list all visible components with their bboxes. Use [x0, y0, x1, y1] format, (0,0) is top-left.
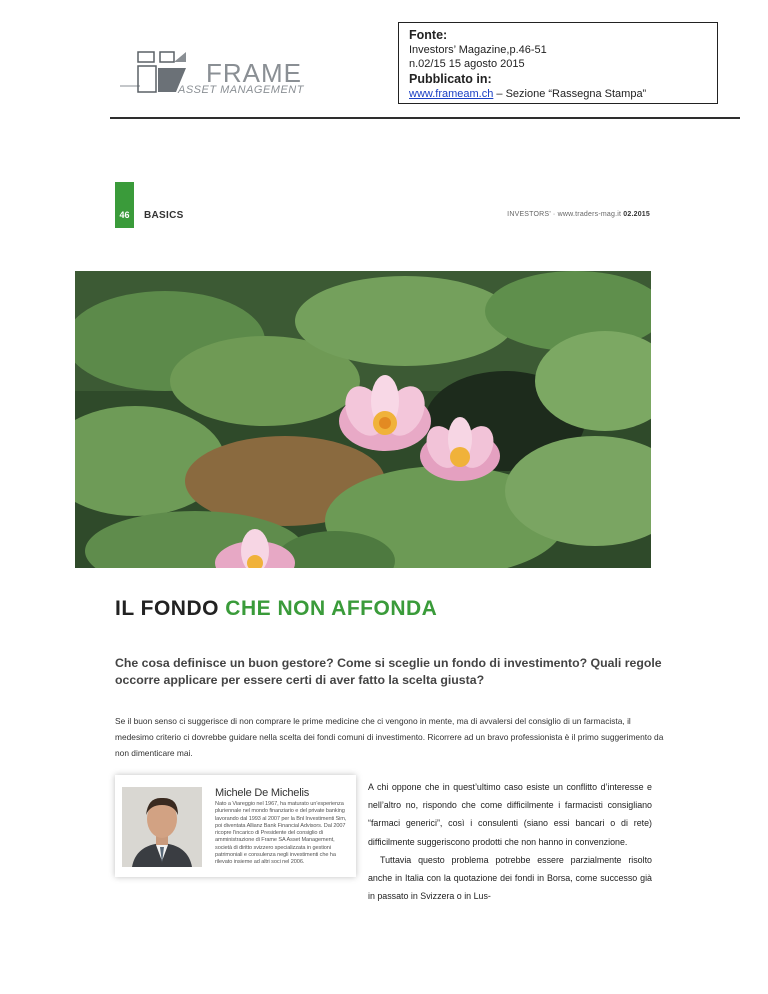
body-paragraph-2: Tuttavia questo problema potrebbe essere parzialmente risolto anche in Italia con la quotazione dei fondi in Borsa, come successo già in passato in Svizzera o in Lus-: [368, 854, 652, 902]
frameam-link[interactable]: www.frameam.ch: [409, 88, 494, 100]
fonte-label: Fonte:: [409, 28, 448, 42]
section-label: BASICS: [144, 210, 184, 221]
title-part-1: IL FONDO: [115, 597, 226, 620]
fonte-line-1: Investors’ Magazine,p.46-51: [409, 44, 547, 56]
page-number: 46: [119, 210, 130, 220]
source-info-box: [398, 22, 718, 104]
author-name: Michele De Michelis: [215, 787, 310, 799]
pubblicato-line: [409, 87, 707, 101]
fonte-line-2: n.02/15 15 agosto 2015: [409, 58, 525, 70]
article-deck: Che cosa definisce un buon gestore? Come si sceglie un fondo di investimento? Quali regole occorre applicare per essere certi di aver fatto la scelta giusta?: [115, 656, 662, 687]
logo-subtitle: ASSET MANAGEMENT: [178, 84, 304, 96]
author-box: [115, 775, 356, 877]
author-photo: [122, 787, 202, 867]
page-number-tab: [115, 182, 134, 228]
pubblicato-suffix: – Sezione “Rassegna Stampa”: [493, 88, 647, 100]
article-title: [115, 597, 437, 621]
article-lead: Se il buon senso ci suggerisce di non comprare le prime medicine che ci vengono in mente, ma di avvalersi del consiglio di un farmacista, il medesimo criterio ci dovrebbe guidare nella scelta dei fondi comuni di investimento. Ricorrere ad un bravo professionista è il primo suggerimento da non dimenticare mai.: [115, 716, 664, 758]
article-body: [368, 778, 652, 905]
body-paragraph-1: A chi oppone che in quest’ultimo caso esiste un conflitto d’interesse e nell’altro no, rispondo che come difficilmente i farmacisti consigliano “farmaci generici”, così i consulenti (siano essi bancari o di rete) difficilmente suggeriscono prodotti che non hanno in convenzione.: [368, 782, 652, 847]
author-bio: Nato a Viareggio nel 1967, ha maturato un’esperienza pluriennale nel mondo finanziario e del private banking lavorando dal 1993 al 2007 per la Bnl Investimenti Sim, poi diventata Allianz Bank Financial Advisors. Dal 2007 ricopre l’incarico di Presidente del consiglio di amministrazione di Frame SA Asset Management, società di diritto svizzero specializzata in gestioni patrimoniali e consulenza negli investimenti che ha rilevato insieme ad altri soci nel 2006.: [215, 801, 347, 866]
title-part-2: CHE NON AFFONDA: [225, 597, 438, 620]
issue-info: [507, 211, 650, 218]
issue-date: 02.2015: [623, 211, 650, 218]
divider-rule: [110, 117, 740, 119]
pubblicato-label: Pubblicato in:: [409, 72, 492, 86]
logo-wordmark: FRAME: [206, 58, 302, 88]
frame-logo: [120, 48, 330, 100]
water-lily-photo: [75, 271, 651, 568]
issue-site: INVESTORS’ · www.traders-mag.it: [507, 211, 622, 218]
